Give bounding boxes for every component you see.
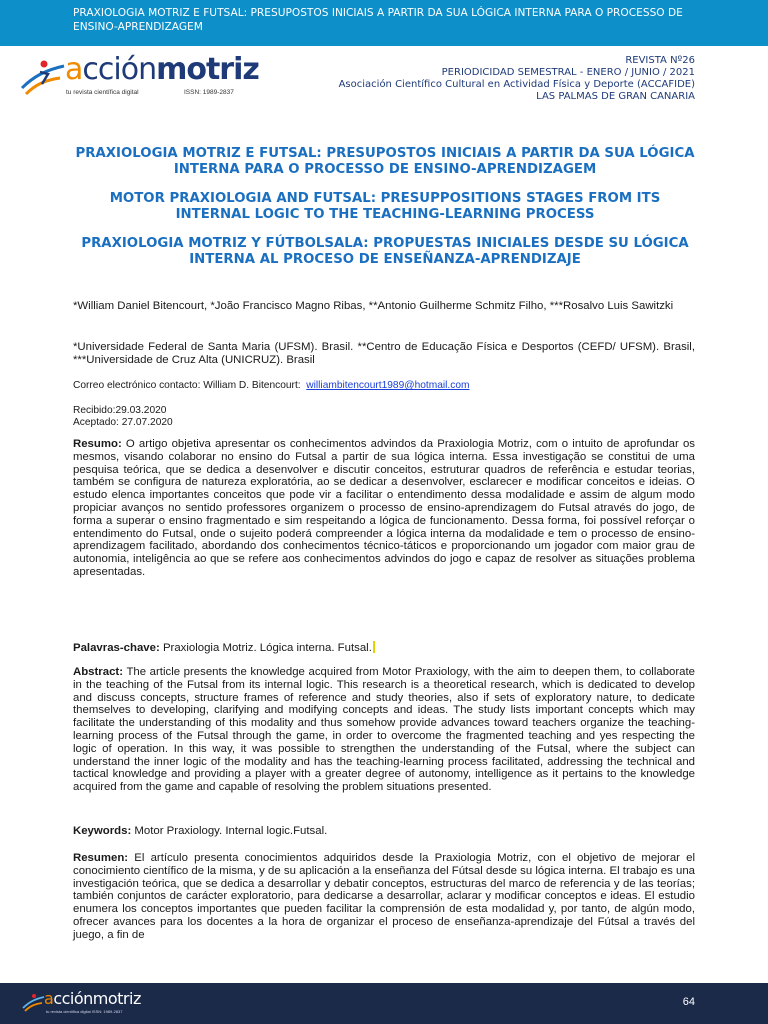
resumo-paragraph — [73, 438, 695, 579]
date-received: Recibido:29.03.2020 — [73, 405, 167, 416]
footer-bar — [0, 983, 768, 1024]
palavras-chave-paragraph — [73, 641, 695, 655]
footer-logo — [22, 989, 152, 1021]
resumo-label: Resumo: — [73, 438, 122, 450]
journal-info — [339, 55, 695, 103]
abstract-paragraph — [73, 666, 695, 794]
title-spanish: PRAXIOLOGIA MOTRIZ Y FÚTBOLSALA: PROPUESTAS INICIALES DESDE SU LÓGICA INTERNA AL PROCESO DE ENSEÑANZA-APRENDIZAJE — [81, 236, 689, 267]
footer-wordmark: acciónmotriz — [44, 989, 141, 1008]
contact-line — [73, 380, 695, 393]
runner-swoosh-icon — [20, 58, 68, 98]
palavras-label: Palavras-chave: — [73, 642, 160, 654]
page-number: 64 — [682, 996, 695, 1008]
text-cursor — [373, 641, 375, 653]
title-english: MOTOR PRAXIOLOGIA AND FUTSAL: PRESUPPOSITIONS STAGES FROM ITS INTERNAL LOGIC TO THE TEACHING-LEARNING PROCESS — [109, 191, 661, 222]
submission-dates — [73, 405, 695, 429]
palavras-text: Praxiologia Motriz. Lógica interna. Futsal. — [162, 642, 372, 654]
journal-issue: REVISTA Nº26 — [625, 55, 695, 66]
logo-issn: ISSN: 1989-2837 — [184, 89, 234, 96]
resumo-text: O artigo objetiva apresentar os conhecimentos advindos da Praxiologia Motriz, com o intuito de aprofundar os mesmos, visando colaborar no ensino do Futsal a partir de sua lógica interna. Essa investigação se constitui de uma pesquisa teórica, que se dedica a desenvolver e discutir conceitos, estruturar quadros de referência e estudar teorias, também se configura de natureza exploratória, ao se dedicar a desenvolver, esclarecer e modificar conceitos e ideias. O estudo elenca importantes conceitos que pode vir a facilitar o entendimento dessa modalidade e assim de algum modo propiciar avanços no sentido professores organizem o processo de ensino-aprendizagem do Futsal através do jogo, de forma a superar o ensino fragmentado e sim respeitando a lógica de funcionamento. Dessa forma, foi possível reforçar o entendimento do Futsal, onde o sujeito poderá compreender a lógica interna da modalidade e tem o processo de ensino-aprendizagem facilitado, abordando dos conhecimentos técnico-táticos e proporcionando um jogador com maior grau de autonomia, inteligência ao que se refere aos conhecimentos advindos do jogo e capaz de resolver as situações problema apresentadas. — [73, 438, 695, 578]
keywords-label: Keywords: — [73, 825, 132, 837]
journal-city: LAS PALMAS DE GRAN CANARIA — [536, 91, 695, 102]
contact-email-link[interactable]: williambitencourt1989@hotmail.com — [306, 380, 470, 391]
date-accepted: Aceptado: 27.07.2020 — [73, 417, 173, 428]
top-header-bar — [0, 0, 768, 46]
affiliations: *Universidade Federal de Santa Maria (UFSM). Brasil. **Centro de Educação Física e Desportos (CEFD/ UFSM). Brasil, ***Universidade de Cruz Alta (UNICRUZ). Brasil — [73, 341, 695, 366]
abstract-text: The article presents the knowledge acquired from Motor Praxiology, with the aim to deepen them, to collaborate in the teaching of the Futsal from its internal logic. This research is a theoretical research, which is dedicated to develop and discuss concepts, structure frames of reference and study theories, also if sets of exploratory nature, to dedicate themselves to developing, clarifying and modifying concepts and ideas. The study lists important concepts which may facilitate the understanding of this modality and thus somehow provide advances toward teachers organize the teaching-learning process of the Futsal through the game, in order to overcome the fragmented teaching and yes respecting the logic of operation. In this way, it was possible to strengthen the understanding of the Futsal, where the subject can understand the inner logic of the modality and has the teaching-learning process facilitated, addressing the technical and tactical knowledge and providing a player with a greater degree of autonomy, intelligence as it pertains to the knowledge acquired from the game and capable of resolving the problem situations presented. — [73, 666, 696, 794]
article-titles — [75, 146, 695, 281]
abstract-label: Abstract: — [73, 666, 124, 678]
contact-label: Correo electrónico contacto: William D. Bitencourt: — [73, 380, 301, 391]
accion-motriz-logo — [20, 52, 260, 104]
footer-tagline: tu revista científica digital ISSN: 1989-2837 — [46, 1009, 123, 1014]
keywords-paragraph — [73, 825, 695, 838]
logo-tagline: tu revista científica digital — [66, 89, 139, 96]
keywords-text: Motor Praxiology. Internal logic.Futsal. — [134, 825, 328, 837]
footer-swoosh-icon — [22, 993, 46, 1013]
author-list: *William Daniel Bitencourt, *João Francisco Magno Ribas, **Antonio Guilherme Schmitz Filho, ***Rosalvo Luis Sawitzki — [73, 300, 674, 312]
title-portuguese: PRAXIOLOGIA MOTRIZ E FUTSAL: PRESUPOSTOS INICIAIS A PARTIR DA SUA LÓGICA INTERNA PARA O PROCESSO DE ENSINO-APRENDIZAGEM — [75, 146, 695, 177]
logo-wordmark: acciónmotriz — [65, 52, 259, 87]
running-title: PRAXIOLOGIA MOTRIZ E FUTSAL: PRESUPOSTOS INICIAIS A PARTIR DA SUA LÓGICA INTERNA PARA O PROCESSO DE ENSINO-APRENDIZAGEM — [73, 7, 683, 33]
journal-periodicity: PERIODICIDAD SEMESTRAL - ENERO / JUNIO / 2021 — [441, 67, 695, 78]
journal-association: Asociación Científico Cultural en Actividad Física y Deporte (ACCAFIDE) — [338, 79, 695, 90]
resumen-text: El artículo presenta conocimientos adquiridos desde la Praxiologia Motriz, con el objetivo de mejorar el conocimiento científico de la misma, y de su aplicación a la enseñanza del Fútsal desde su lógica interna. El trabajo es una investigación teórica, que se dedica a desarrollar y debatir conceptos, estructuras del marco de referencia y de las teorías; también conjuntos de carácter exploratorio, para dedicarse a desarrollar, aclarar y modificar conceptos e ideas. El estudio enumera los conceptos importantes que pueden facilitar la comprensión de esta modalidad y, por tanto, de algún modo, ofrecer avances para los docentes a la hora de organizar el proceso de enseñanza-aprendizaje del Fútsal a través del juego, a fin de — [73, 852, 696, 941]
resumen-paragraph — [73, 852, 695, 942]
resumen-label: Resumen: — [73, 852, 129, 864]
